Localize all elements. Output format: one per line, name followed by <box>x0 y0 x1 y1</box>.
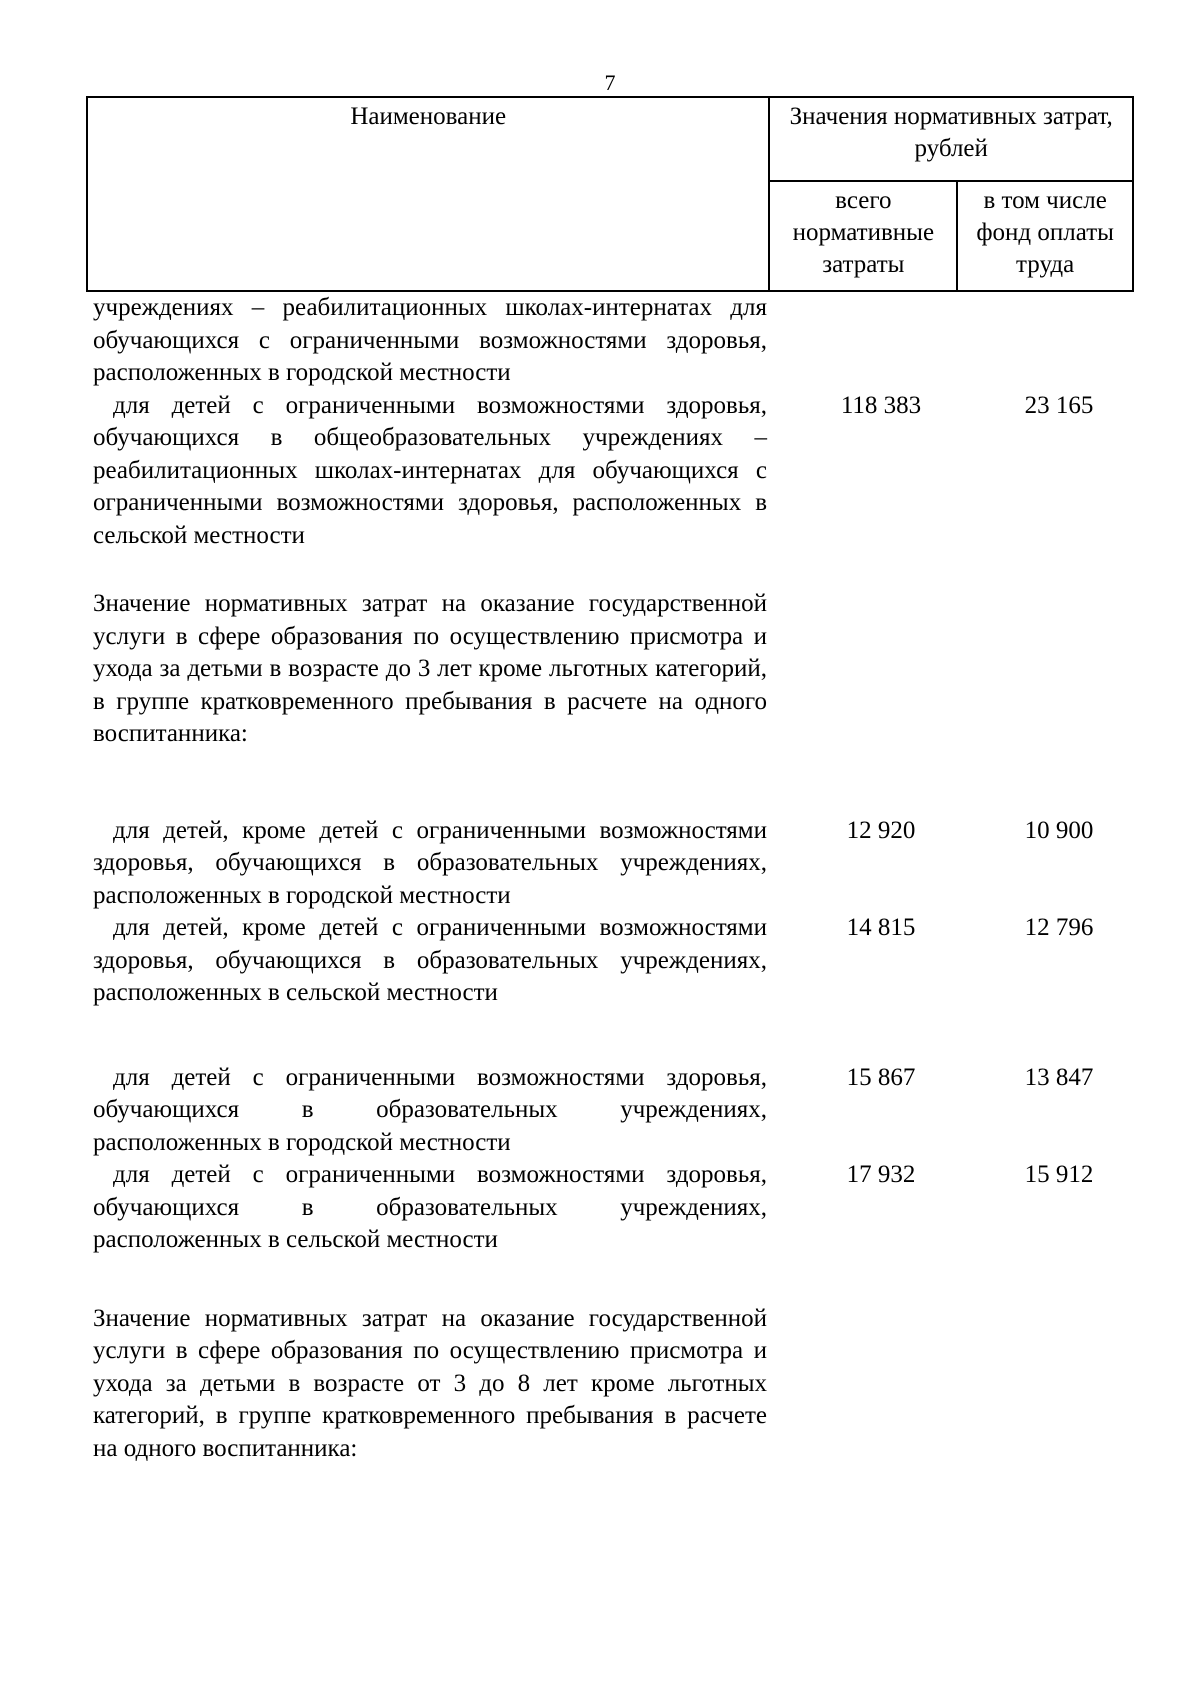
row-total: 15 867 <box>846 1063 916 1091</box>
table-row <box>93 912 1143 1010</box>
row-name: для детей с ограниченными возможностями здоровья, обучающихся в образовательных учреждениях, расположенных в сельской местности <box>93 1161 767 1253</box>
row-total <box>787 588 975 751</box>
row-wage <box>975 588 1143 751</box>
row-name: учреждениях – реабилитационных школах-интернатах для обучающихся с ограниченными возможностями здоровья, расположенных в городской местности <box>93 294 767 386</box>
header-values-group: Значения нормативных затрат, рублей <box>769 97 1133 181</box>
table-row <box>93 1303 1143 1466</box>
table-row <box>93 390 1143 553</box>
row-name: для детей с ограниченными возможностями здоровья, обучающихся в общеобразовательных учреждениях – реабилитационных школах-интернатах для обучающихся с ограниченными возможностями здоровья, расположенных в сельской местности <box>93 391 767 549</box>
row-total: 118 383 <box>840 391 922 419</box>
row-name: для детей с ограниченными возможностями здоровья, обучающихся в образовательных учреждениях, расположенных в городской местности <box>93 1063 767 1156</box>
row-wage: 23 165 <box>1024 391 1094 419</box>
table-header <box>86 96 1134 292</box>
table-row <box>93 1159 1143 1257</box>
header-wage-fund: в том числе фонд оплаты труда <box>957 181 1133 291</box>
row-total: 17 932 <box>846 1161 916 1188</box>
header-name: Наименование <box>87 97 769 291</box>
row-wage <box>975 1303 1143 1466</box>
row-name: Значение нормативных затрат на оказание государственной услуги в сфере образования по осуществлению присмотра и ухода за детьми в возрасте до 3 лет кроме льготных категорий, в группе кратковременного пребывания в расчете на одного воспитанника: <box>93 590 767 747</box>
header-total: всего нормативные затраты <box>769 181 957 291</box>
row-name: Значение нормативных затрат на оказание государственной услуги в сфере образования по осуществлению присмотра и ухода за детьми в возрасте от 3 до 8 лет кроме льготных категорий, в группе кратковременного пребывания в расчете на одного воспитанника: <box>93 1304 767 1462</box>
table-row <box>93 588 1143 751</box>
row-name: для детей, кроме детей с ограниченными возможностями здоровья, обучающихся в образовательных учреждениях, расположенных в сельской местности <box>93 914 767 1006</box>
table-row <box>93 815 1143 913</box>
row-total <box>787 292 975 390</box>
row-wage: 10 900 <box>1024 816 1094 844</box>
row-wage: 13 847 <box>1024 1063 1094 1091</box>
table-row <box>93 292 1143 390</box>
table-row <box>93 1062 1143 1160</box>
page-number: 7 <box>604 70 616 95</box>
table-body <box>93 292 1143 1465</box>
row-name: для детей, кроме детей с ограниченными возможностями здоровья, обучающихся в образовательных учреждениях, расположенных в городской местности <box>93 816 767 909</box>
row-wage <box>975 292 1143 390</box>
row-total: 14 815 <box>846 914 916 941</box>
row-wage: 15 912 <box>1024 1161 1094 1188</box>
row-total <box>787 1303 975 1466</box>
row-total: 12 920 <box>846 816 916 844</box>
row-wage: 12 796 <box>1024 914 1094 941</box>
